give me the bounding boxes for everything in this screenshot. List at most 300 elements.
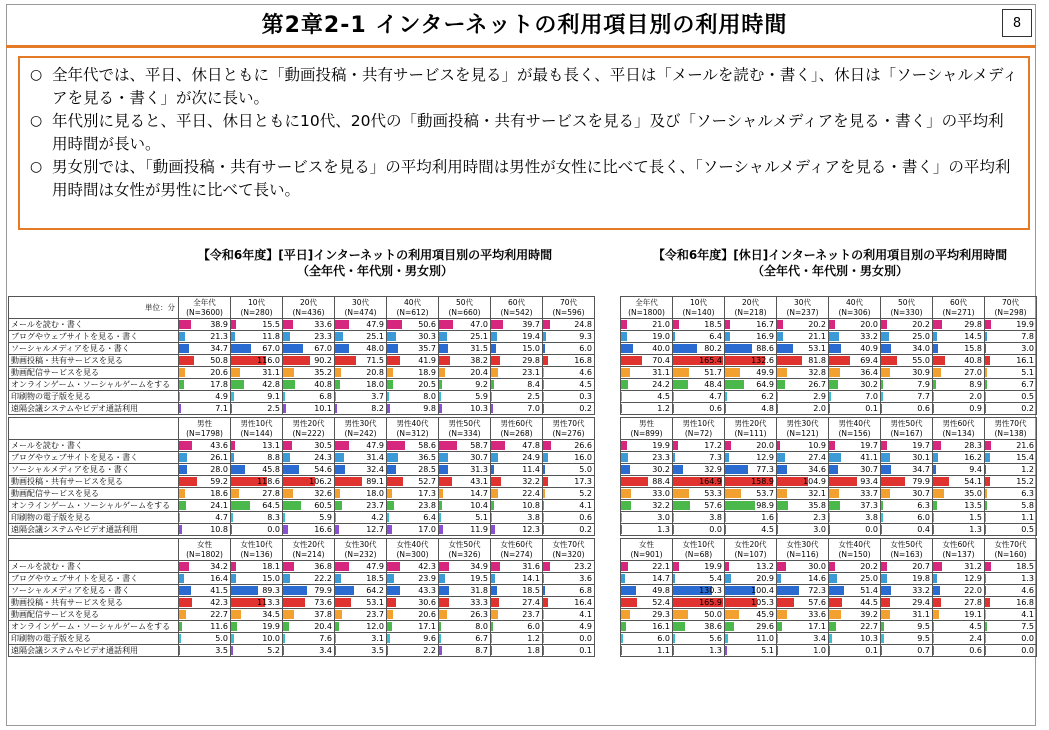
value-cell	[387, 488, 439, 500]
value-text: 5.2	[579, 489, 592, 498]
value-text: 6.8	[579, 586, 592, 595]
value-text: 29.4	[912, 598, 930, 607]
value-cell	[777, 343, 829, 355]
header-spacer	[9, 539, 179, 561]
column-header-n: (N=237)	[786, 307, 819, 317]
value-text: 16.4	[210, 574, 228, 583]
value-cell	[673, 391, 725, 403]
value-text: 0.2	[579, 404, 592, 413]
value-text: 12.7	[366, 525, 384, 534]
value-cell	[725, 379, 777, 391]
value-text: 53.3	[704, 489, 722, 498]
value-cell	[387, 512, 439, 524]
value-text: 23.3	[652, 453, 670, 462]
value-text: 41.1	[860, 453, 878, 462]
value-cell	[491, 500, 543, 512]
value-text: 4.5	[969, 622, 982, 631]
value-text: 105.3	[751, 598, 774, 607]
value-cell	[543, 452, 595, 464]
value-cell	[673, 319, 725, 331]
value-cell	[933, 561, 985, 573]
value-text: 130.3	[699, 586, 722, 595]
value-cell	[673, 561, 725, 573]
value-text: 67.0	[314, 344, 332, 353]
column-header	[829, 418, 881, 440]
value-cell	[283, 440, 335, 452]
column-header	[439, 297, 491, 319]
value-text: 19.8	[912, 574, 930, 583]
value-text: 20.2	[860, 562, 878, 571]
value-text: 71.5	[366, 356, 384, 365]
value-text: 0.5	[1021, 525, 1034, 534]
value-cell	[621, 645, 673, 657]
table-row	[621, 403, 1037, 415]
value-cell	[439, 391, 491, 403]
value-text: 6.3	[917, 501, 930, 510]
value-text: 6.2	[761, 392, 774, 401]
value-text: 29.6	[756, 622, 774, 631]
value-cell	[621, 379, 673, 391]
value-text: 5.4	[709, 574, 722, 583]
value-text: 116.0	[257, 356, 280, 365]
value-text: 15.2	[1016, 477, 1034, 486]
column-header	[673, 539, 725, 561]
value-cell	[777, 561, 829, 573]
header-row	[9, 539, 595, 561]
value-cell	[725, 500, 777, 512]
value-text: 42.8	[262, 380, 280, 389]
value-cell	[621, 476, 673, 488]
value-cell	[387, 645, 439, 657]
value-cell	[933, 355, 985, 367]
header-spacer	[9, 418, 179, 440]
value-cell	[673, 524, 725, 536]
value-cell	[725, 355, 777, 367]
value-cell	[933, 597, 985, 609]
value-cell	[335, 585, 387, 597]
value-cell	[179, 476, 231, 488]
value-text: 16.2	[964, 453, 982, 462]
value-cell	[335, 355, 387, 367]
value-cell	[439, 355, 491, 367]
column-header-n: (N=334)	[448, 428, 481, 438]
value-text: 53.1	[366, 598, 384, 607]
column-header-label: 40代	[403, 297, 422, 307]
value-text: 23.9	[418, 574, 436, 583]
value-cell	[881, 452, 933, 464]
value-cell	[387, 561, 439, 573]
value-cell	[231, 488, 283, 500]
value-text: 53.1	[808, 344, 826, 353]
value-text: 14.7	[470, 489, 488, 498]
table-row	[621, 343, 1037, 355]
value-cell	[621, 609, 673, 621]
table-row	[9, 609, 595, 621]
value-text: 47.8	[522, 441, 540, 450]
value-text: 2.3	[813, 513, 826, 522]
value-text: 3.7	[371, 392, 384, 401]
column-header-n: (N=326)	[448, 549, 481, 559]
value-cell	[829, 476, 881, 488]
value-text: 90.2	[314, 356, 332, 365]
table-row	[9, 319, 595, 331]
value-text: 3.5	[215, 646, 228, 655]
row-label: ブログやウェブサイトを見る・書く	[9, 573, 179, 585]
column-header	[777, 297, 829, 319]
column-header-label: 50代	[455, 297, 474, 307]
table-row	[9, 597, 595, 609]
value-text: 16.0	[574, 453, 592, 462]
value-cell	[881, 403, 933, 415]
value-text: 2.5	[267, 404, 280, 413]
column-header-label: 男性40代	[838, 418, 871, 428]
value-text: 0.2	[579, 525, 592, 534]
value-cell	[335, 488, 387, 500]
value-text: 18.0	[366, 380, 384, 389]
column-header	[283, 297, 335, 319]
value-cell	[725, 391, 777, 403]
column-header-n: (N=222)	[292, 428, 325, 438]
value-text: 88.4	[652, 477, 670, 486]
value-text: 19.7	[860, 441, 878, 450]
value-cell	[985, 440, 1037, 452]
value-cell	[387, 573, 439, 585]
value-cell	[777, 573, 829, 585]
value-text: 3.8	[527, 513, 540, 522]
row-label: 動画配信サービスを見る	[9, 488, 179, 500]
column-header-n: (N=901)	[630, 549, 663, 559]
value-cell	[985, 573, 1037, 585]
value-text: 3.8	[709, 513, 722, 522]
value-text: 81.8	[808, 356, 826, 365]
header-row	[621, 539, 1037, 561]
value-text: 22.1	[652, 562, 670, 571]
value-text: 14.5	[964, 332, 982, 341]
value-cell	[491, 440, 543, 452]
value-cell	[933, 391, 985, 403]
value-text: 44.5	[860, 598, 878, 607]
table-row	[9, 464, 595, 476]
value-text: 6.0	[579, 344, 592, 353]
value-cell	[283, 645, 335, 657]
value-cell	[933, 512, 985, 524]
value-cell	[283, 512, 335, 524]
table-row	[9, 573, 595, 585]
value-text: 43.1	[470, 477, 488, 486]
value-cell	[829, 621, 881, 633]
value-text: 38.6	[704, 622, 722, 631]
value-cell	[985, 403, 1037, 415]
value-cell	[491, 367, 543, 379]
value-cell	[933, 633, 985, 645]
value-text: 31.1	[912, 610, 930, 619]
row-label: オンラインゲーム・ソーシャルゲームをする	[9, 621, 179, 633]
value-text: 9.6	[423, 634, 436, 643]
column-header	[881, 418, 933, 440]
column-header-label: 男性70代	[994, 418, 1027, 428]
value-text: 158.9	[751, 477, 774, 486]
value-text: 16.1	[652, 622, 670, 631]
column-header	[881, 539, 933, 561]
value-text: 15.0	[522, 344, 540, 353]
value-cell	[335, 440, 387, 452]
value-cell	[179, 331, 231, 343]
value-text: 34.6	[808, 465, 826, 474]
value-cell	[621, 488, 673, 500]
table-row	[621, 319, 1037, 331]
value-cell	[725, 331, 777, 343]
value-text: 14.1	[522, 574, 540, 583]
value-cell	[673, 621, 725, 633]
value-cell	[881, 488, 933, 500]
value-text: 50.0	[704, 610, 722, 619]
value-cell	[231, 379, 283, 391]
column-header-n: (N=150)	[838, 549, 871, 559]
column-header-label: 70代	[559, 297, 578, 307]
value-text: 3.0	[1021, 344, 1034, 353]
row-label: ブログやウェブサイトを見る・書く	[9, 452, 179, 464]
column-header	[725, 297, 777, 319]
value-text: 19.4	[522, 332, 540, 341]
summary-bullet-2: ○ 年代別に見ると、平日、休日ともに10代、20代の「動画投稿・共有サービスを見る」及び「ソーシャルメディアを見る・書く」の平均利用時間が長い。	[30, 110, 1018, 156]
column-header-n: (N=271)	[942, 307, 975, 317]
value-text: 88.6	[756, 344, 774, 353]
value-cell	[543, 524, 595, 536]
value-cell	[491, 633, 543, 645]
value-cell	[933, 621, 985, 633]
column-header-n: (N=116)	[786, 549, 819, 559]
value-text: 6.0	[917, 513, 930, 522]
weekday-caption: 【令和6年度】[平日]インターネットの利用項目別の平均利用時間 （全年代・年代別・男女別）	[197, 248, 553, 278]
value-cell	[829, 597, 881, 609]
value-text: 70.4	[652, 356, 670, 365]
value-text: 11.8	[262, 332, 280, 341]
value-text: 35.8	[808, 501, 826, 510]
holiday-caption: 【令和6年度】[休日]インターネットの利用項目別の平均利用時間 （全年代・年代別・男女別）	[652, 248, 1008, 278]
value-text: 16.8	[574, 356, 592, 365]
value-cell	[439, 633, 491, 645]
column-header-n: (N=163)	[890, 549, 923, 559]
column-header-n: (N=138)	[994, 428, 1027, 438]
value-text: 80.2	[704, 344, 722, 353]
value-text: 12.0	[366, 622, 384, 631]
value-cell	[491, 512, 543, 524]
table-row	[9, 331, 595, 343]
value-text: 51.4	[860, 586, 878, 595]
column-header-n: (N=72)	[684, 428, 713, 438]
value-cell	[439, 440, 491, 452]
column-header	[933, 418, 985, 440]
value-cell	[621, 573, 673, 585]
value-cell	[491, 524, 543, 536]
value-cell	[491, 403, 543, 415]
value-cell	[231, 645, 283, 657]
table-row	[621, 367, 1037, 379]
column-header-label: 男性50代	[448, 418, 481, 428]
column-header-label: 女性70代	[994, 539, 1027, 549]
value-text: 5.6	[709, 634, 722, 643]
value-cell	[491, 645, 543, 657]
value-text: 52.7	[418, 477, 436, 486]
value-cell	[179, 391, 231, 403]
value-cell	[387, 585, 439, 597]
value-cell	[881, 379, 933, 391]
column-header-n: (N=156)	[838, 428, 871, 438]
row-label: 遠隔会議システムやビデオ通話利用	[9, 403, 179, 415]
column-header-n: (N=280)	[240, 307, 273, 317]
value-text: 32.2	[652, 501, 670, 510]
row-label: 動画投稿・共有サービスを見る	[9, 355, 179, 367]
column-header	[335, 418, 387, 440]
value-text: 36.8	[314, 562, 332, 571]
value-text: 15.5	[262, 320, 280, 329]
value-cell	[777, 391, 829, 403]
value-cell	[985, 343, 1037, 355]
value-cell	[335, 500, 387, 512]
value-text: 20.9	[756, 574, 774, 583]
value-cell	[231, 585, 283, 597]
value-cell	[439, 561, 491, 573]
value-cell	[829, 585, 881, 597]
value-cell	[231, 633, 283, 645]
value-text: 165.4	[699, 356, 722, 365]
column-header	[985, 418, 1037, 440]
value-cell	[621, 561, 673, 573]
value-cell	[543, 319, 595, 331]
value-cell	[621, 440, 673, 452]
value-text: 32.4	[366, 465, 384, 474]
column-header	[777, 418, 829, 440]
value-cell	[543, 331, 595, 343]
value-text: 3.8	[865, 513, 878, 522]
value-text: 51.7	[704, 368, 722, 377]
value-text: 8.4	[527, 380, 540, 389]
table-row	[621, 476, 1037, 488]
value-text: 23.7	[522, 610, 540, 619]
value-cell	[283, 355, 335, 367]
value-text: 1.3	[969, 525, 982, 534]
column-header-label: 60代	[507, 297, 526, 307]
column-header	[985, 297, 1037, 319]
column-header	[933, 539, 985, 561]
value-cell	[231, 391, 283, 403]
value-cell	[543, 645, 595, 657]
value-text: 7.3	[709, 453, 722, 462]
value-cell	[283, 343, 335, 355]
column-header-n: (N=1800)	[628, 307, 665, 317]
value-cell	[543, 464, 595, 476]
table-row	[621, 488, 1037, 500]
value-cell	[725, 403, 777, 415]
column-header	[621, 418, 673, 440]
value-cell	[491, 319, 543, 331]
value-text: 33.6	[314, 320, 332, 329]
value-cell	[933, 440, 985, 452]
value-cell	[933, 573, 985, 585]
value-text: 3.4	[813, 634, 826, 643]
column-header-n: (N=144)	[240, 428, 273, 438]
table-row	[9, 391, 595, 403]
value-cell	[231, 573, 283, 585]
value-text: 20.7	[912, 562, 930, 571]
value-cell	[777, 319, 829, 331]
value-text: 2.2	[423, 646, 436, 655]
value-cell	[985, 331, 1037, 343]
column-header-label: 女性60代	[942, 539, 975, 549]
value-cell	[491, 488, 543, 500]
value-cell	[283, 597, 335, 609]
value-text: 6.4	[423, 513, 436, 522]
value-cell	[933, 464, 985, 476]
value-cell	[439, 512, 491, 524]
value-cell	[881, 621, 933, 633]
value-cell	[777, 621, 829, 633]
value-text: 5.0	[579, 465, 592, 474]
value-cell	[335, 645, 387, 657]
value-text: 11.6	[210, 622, 228, 631]
value-cell	[673, 452, 725, 464]
value-cell	[179, 512, 231, 524]
column-header	[179, 297, 231, 319]
value-cell	[725, 512, 777, 524]
column-header-label: 女性30代	[786, 539, 819, 549]
value-cell	[881, 343, 933, 355]
value-text: 17.3	[574, 477, 592, 486]
value-text: 25.1	[470, 332, 488, 341]
value-text: 7.0	[527, 404, 540, 413]
value-cell	[985, 367, 1037, 379]
value-text: 1.3	[1021, 574, 1034, 583]
value-text: 19.1	[964, 610, 982, 619]
column-header-n: (N=140)	[682, 307, 715, 317]
row-label: ソーシャルメディアを見る・書く	[9, 343, 179, 355]
row-label: メールを読む・書く	[9, 440, 179, 452]
value-text: 165.9	[699, 598, 722, 607]
value-text: 6.0	[527, 622, 540, 631]
column-header-n: (N=3600)	[186, 307, 223, 317]
value-text: 41.5	[210, 586, 228, 595]
value-text: 16.4	[574, 598, 592, 607]
value-text: 72.3	[808, 586, 826, 595]
column-header-n: (N=274)	[500, 549, 533, 559]
value-cell	[439, 585, 491, 597]
value-text: 19.9	[1016, 320, 1034, 329]
value-text: 24.1	[210, 501, 228, 510]
column-header	[179, 539, 231, 561]
value-cell	[335, 367, 387, 379]
value-text: 12.9	[756, 453, 774, 462]
value-cell	[231, 464, 283, 476]
value-text: 19.0	[652, 332, 670, 341]
value-text: 0.5	[1021, 392, 1034, 401]
page-title: 第2章2-1 インターネットの利用項目別の利用時間	[261, 13, 788, 38]
value-text: 23.7	[366, 610, 384, 619]
value-text: 47.9	[366, 562, 384, 571]
value-text: 19.9	[652, 441, 670, 450]
value-text: 30.1	[912, 453, 930, 462]
summary-bullet-1: ○ 全年代では、平日、休日ともに「動画投稿・共有サービスを見る」が最も長く、平日は「メールを読む・書く」、休日は「ソーシャルメディアを見る・書く」が次に長い。	[30, 64, 1018, 110]
value-text: 164.9	[699, 477, 722, 486]
value-cell	[933, 343, 985, 355]
value-text: 31.1	[262, 368, 280, 377]
value-text: 57.6	[808, 598, 826, 607]
table-row	[9, 561, 595, 573]
value-cell	[387, 367, 439, 379]
value-cell	[673, 488, 725, 500]
value-cell	[491, 379, 543, 391]
value-text: 38.9	[210, 320, 228, 329]
value-cell	[777, 367, 829, 379]
